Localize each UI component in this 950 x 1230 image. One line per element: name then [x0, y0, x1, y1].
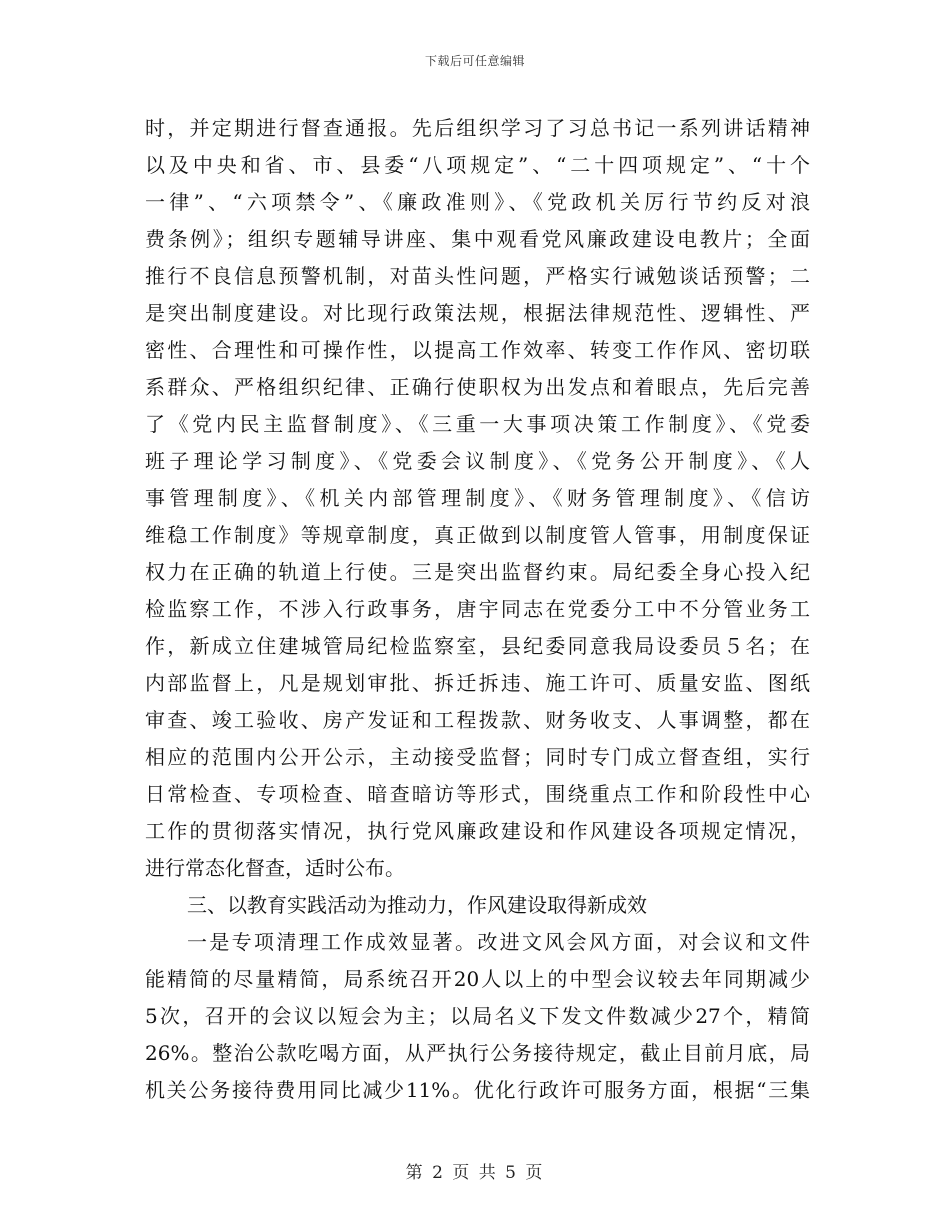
- text-line: 费条例》；组织专题辅导讲座、集中观看党风廉政建设电教片；全面: [145, 227, 810, 251]
- text-line: 是突出制度建设。对比现行政策法规，根据法律规范性、逻辑性、严: [145, 301, 810, 325]
- text-line: 班子理论学习制度》、《党委会议制度》、《党务公开制度》、《人: [145, 449, 810, 473]
- section-heading: 三、以教育实践活动为推动力，作风建设取得新成效: [187, 893, 647, 917]
- text-line: 推行不良信息预警机制，对苗头性问题，严格实行诫勉谈话预警；二: [145, 264, 810, 288]
- page-number: 第 2 页 共 5 页: [405, 1163, 545, 1183]
- text-line: 事管理制度》、《机关内部管理制度》、《财务管理制度》、《信访: [145, 486, 810, 510]
- text-line: 能精简的尽量精简，局系统召开20人以上的中型会议较去年同期减少: [145, 967, 810, 991]
- text-line: 一是专项清理工作成效显著。改进文风会风方面，对会议和文件: [187, 930, 810, 954]
- text-line: 以及中央和省、市、县委“八项规定”、“二十四项规定”、“十个: [145, 153, 810, 177]
- text-line: 维稳工作制度》等规章制度，真正做到以制度管人管事，用制度保证: [145, 523, 810, 547]
- text-line: 时，并定期进行督查通报。先后组织学习了习总书记一系列讲话精神: [145, 116, 810, 140]
- page-header: 下载后可任意编辑: [424, 54, 525, 68]
- text-line: 了《党内民主监督制度》、《三重一大事项决策工作制度》、《党委: [145, 412, 810, 436]
- text-line: 密性、合理性和可操作性，以提高工作效率、转变工作作风、密切联: [145, 338, 810, 362]
- text-line: 机关公务接待费用同比减少11%。优化行政许可服务方面，根据“三集: [145, 1078, 810, 1102]
- text-line: 26%。整治公款吃喝方面，从严执行公务接待规定，截止目前月底，局: [145, 1041, 810, 1065]
- text-line: 内部监督上，凡是规划审批、拆迁拆违、施工许可、质量安监、图纸: [145, 671, 810, 695]
- text-line: 作，新成立住建城管局纪检监察室，县纪委同意我局设委员５名；在: [145, 634, 810, 658]
- text-line: 工作的贯彻落实情况，执行党风廉政建设和作风建设各项规定情况，: [145, 819, 810, 843]
- text-line: 进行常态化督查，适时公布。: [145, 856, 405, 880]
- text-line: 日常检查、专项检查、暗查暗访等形式，围绕重点工作和阶段性中心: [145, 782, 810, 806]
- text-line: 5次，召开的会议以短会为主；以局名义下发文件数减少27个，精简: [145, 1004, 810, 1028]
- text-line: 检监察工作，不涉入行政事务，唐宇同志在党委分工中不分管业务工: [145, 597, 810, 621]
- text-line: 相应的范围内公开公示，主动接受监督；同时专门成立督查组，实行: [145, 745, 810, 769]
- text-line: 审查、竣工验收、房产发证和工程拨款、财务收支、人事调整，都在: [145, 708, 810, 732]
- text-line: 一律”、“六项禁令”、《廉政准则》、《党政机关厉行节约反对浪: [145, 190, 810, 214]
- text-line: 系群众、严格组织纪律、正确行使职权为出发点和着眼点，先后完善: [145, 375, 810, 399]
- text-line: 权力在正确的轨道上行使。三是突出监督约束。局纪委全身心投入纪: [145, 560, 810, 584]
- document-body: [145, 110, 810, 1109]
